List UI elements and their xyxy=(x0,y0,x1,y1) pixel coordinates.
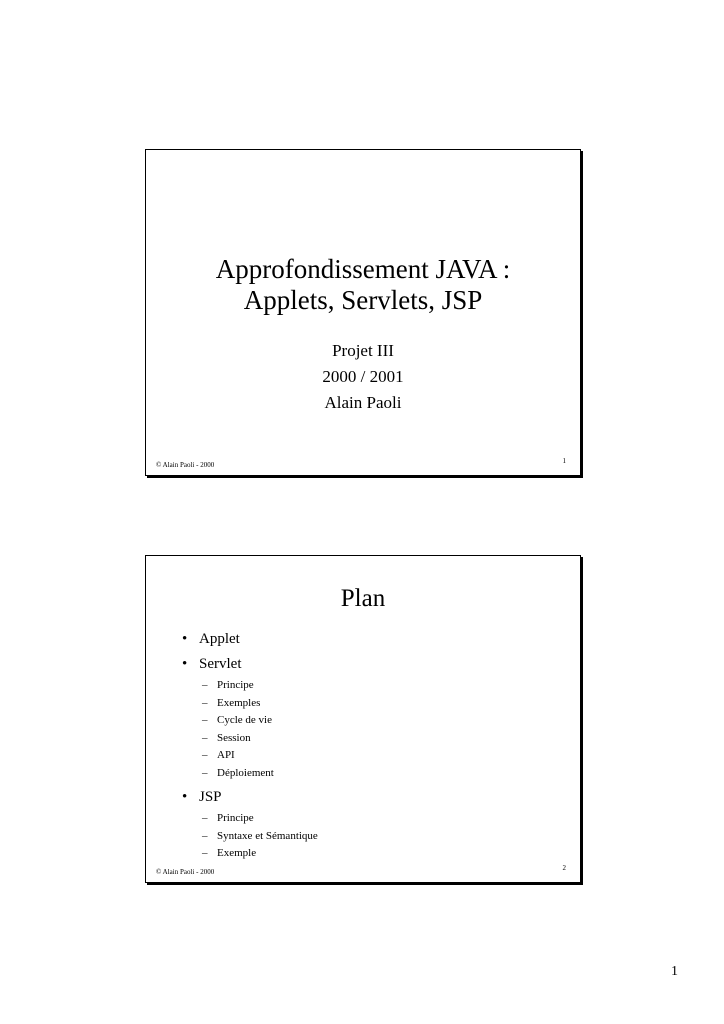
outline-subitem-label: Session xyxy=(217,731,251,744)
slide-2-title: Plan xyxy=(340,585,386,612)
slide-1 xyxy=(145,149,581,476)
outline-item-jsp xyxy=(182,785,318,863)
bullet-icon: • xyxy=(182,789,188,805)
dash-icon: – xyxy=(202,812,208,824)
dash-icon: – xyxy=(202,766,208,779)
slide-2-slide-number: 2 xyxy=(562,864,566,872)
outline-item-label: Servlet xyxy=(199,656,242,672)
outline-subitem-label: Exemple xyxy=(217,847,257,859)
outline-subitem xyxy=(202,828,318,846)
slide-1-subtitle xyxy=(146,338,580,416)
outline-subitem-label: Principe xyxy=(217,679,254,691)
outline-subitem xyxy=(202,730,318,748)
servlet-subitems xyxy=(202,677,318,782)
slide-1-title xyxy=(146,254,580,316)
slide-1-slide-number: 1 xyxy=(562,457,566,465)
dash-icon: – xyxy=(202,829,208,842)
dash-icon: – xyxy=(202,696,208,709)
outline-subitem-label: API xyxy=(217,749,235,761)
outline-subitem xyxy=(202,747,318,765)
outline-subitem-label: Syntaxe et Sémantique xyxy=(217,829,318,842)
outline-item-label: Applet xyxy=(199,631,240,647)
outline-subitem xyxy=(202,712,318,730)
outline-subitem-label: Principe xyxy=(217,812,254,824)
bullet-icon: • xyxy=(182,631,188,647)
dash-icon: – xyxy=(202,749,208,761)
jsp-subitems xyxy=(202,810,318,863)
outline-subitem xyxy=(202,677,318,695)
outline-subitem xyxy=(202,765,318,783)
dash-icon: – xyxy=(202,847,208,859)
outline-subitem xyxy=(202,810,318,828)
slide-1-subtitle-line: Projet III xyxy=(332,341,394,360)
dash-icon: – xyxy=(202,714,208,726)
page-number: 1 xyxy=(671,964,678,979)
slide-1-title-line-1: Approfondissement JAVA : xyxy=(215,254,511,284)
bullet-icon: • xyxy=(182,656,188,672)
outline-subitem-label: Cycle de vie xyxy=(217,714,272,726)
outline-subitem-label: Exemples xyxy=(217,696,261,709)
outline-subitem xyxy=(202,695,318,713)
slide-1-subtitle-line: 2000 / 2001 xyxy=(322,367,404,386)
slide-2 xyxy=(145,555,581,883)
dash-icon: – xyxy=(202,679,208,691)
slide-1-footer-copyright: © Alain Paoli - 2000 xyxy=(156,461,215,469)
outline-subitem xyxy=(202,845,318,863)
outline-item-label: JSP xyxy=(199,789,222,805)
outline-item-servlet xyxy=(182,652,318,782)
slide-1-subtitle-line: Alain Paoli xyxy=(324,393,402,412)
plan-outline xyxy=(182,627,318,866)
slide-1-title-line-2: Applets, Servlets, JSP xyxy=(243,285,483,315)
dash-icon: – xyxy=(202,731,208,744)
outline-subitem-label: Déploiement xyxy=(217,766,274,779)
slide-2-footer-copyright: © Alain Paoli - 2000 xyxy=(156,868,215,876)
outline-item-applet xyxy=(182,627,318,652)
